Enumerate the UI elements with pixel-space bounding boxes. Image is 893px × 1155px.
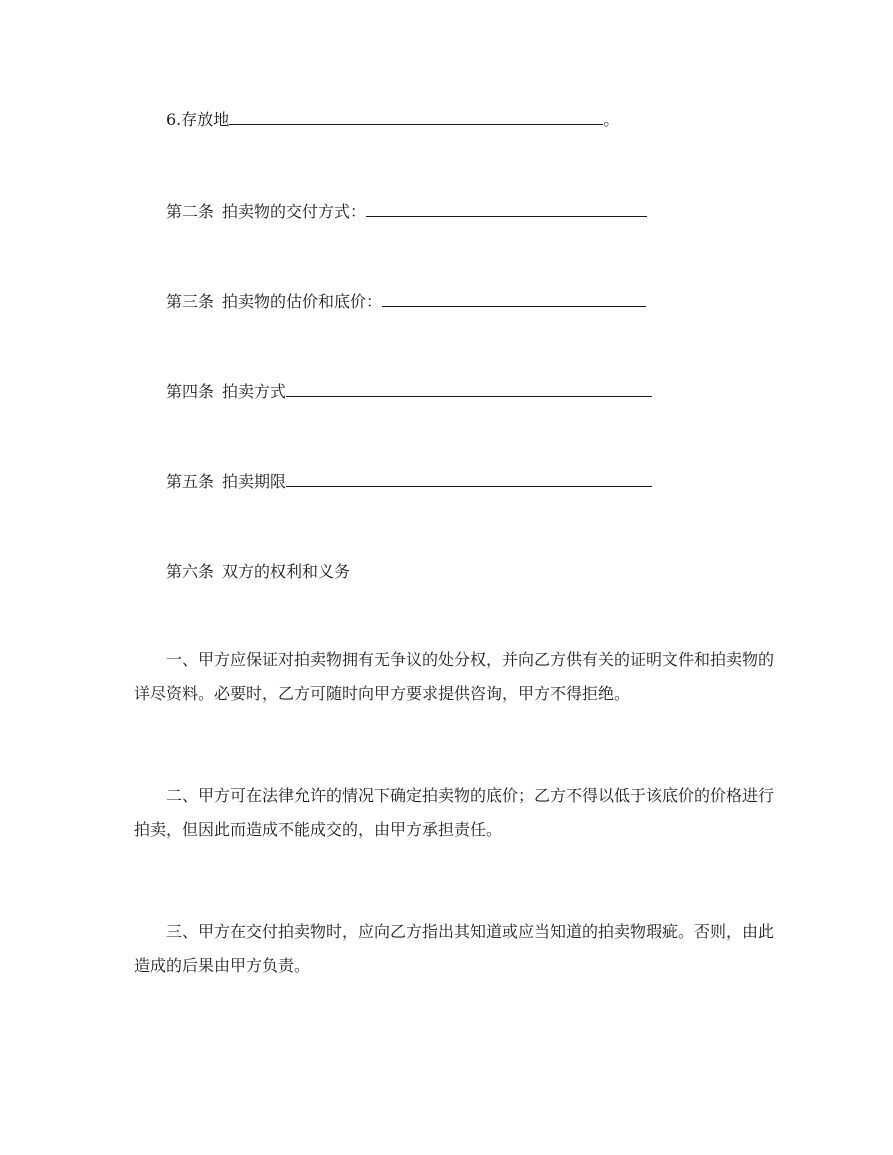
article-5-number: 第五条 bbox=[166, 472, 215, 491]
article-6-heading bbox=[166, 562, 350, 582]
article-4-label: 拍卖方式 bbox=[222, 382, 287, 401]
article-4-blank[interactable] bbox=[286, 380, 652, 397]
article-6-number: 第六条 bbox=[166, 562, 215, 581]
article-3-line bbox=[166, 290, 646, 312]
article-5-label: 拍卖期限 bbox=[222, 472, 287, 491]
storage-location-label: 6.存放地 bbox=[166, 110, 230, 129]
storage-location-tail: 。 bbox=[603, 110, 620, 129]
storage-location-blank[interactable] bbox=[229, 108, 603, 125]
article-4-line bbox=[166, 380, 652, 402]
article-3-blank[interactable] bbox=[382, 290, 646, 307]
article-4-number: 第四条 bbox=[166, 382, 215, 401]
article-5-line bbox=[166, 470, 652, 492]
clause-3: 三、甲方在交付拍卖物时，应向乙方指出其知道或应当知道的拍卖物瑕疵。否则，由此造成的后果由甲方负责。 bbox=[134, 922, 775, 975]
article-2-number: 第二条 bbox=[166, 202, 215, 221]
article-3-number: 第三条 bbox=[166, 292, 215, 311]
article-2-line bbox=[166, 200, 647, 222]
article-2-label: 拍卖物的交付方式： bbox=[222, 202, 367, 221]
article-3-label: 拍卖物的估价和底价： bbox=[222, 292, 383, 311]
clause-2: 二、甲方可在法律允许的情况下确定拍卖物的底价；乙方不得以低于该底价的价格进行拍卖，但因此而造成不能成交的，由甲方承担责任。 bbox=[134, 786, 775, 839]
article-6-label: 双方的权利和义务 bbox=[222, 562, 351, 581]
clause-1: 一、甲方应保证对拍卖物拥有无争议的处分权，并向乙方供有关的证明文件和拍卖物的详尽资料。必要时，乙方可随时向甲方要求提供咨询，甲方不得拒绝。 bbox=[134, 650, 775, 703]
article-2-blank[interactable] bbox=[366, 200, 647, 217]
storage-location-line bbox=[166, 108, 619, 130]
article-5-blank[interactable] bbox=[286, 470, 652, 487]
